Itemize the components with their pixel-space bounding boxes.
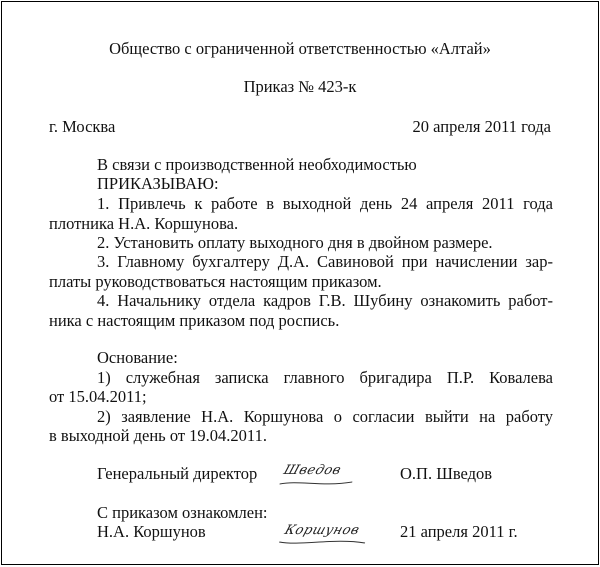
organization-name: Общество с ограниченной ответственностью «Алтай»	[109, 39, 491, 58]
item-3-line-2: платы руководствоваться настоящим приказом.	[49, 272, 382, 291]
order-title: Приказ № 423-к	[243, 77, 357, 96]
basis-2-line-2: в выходной день от 19.04.2011.	[49, 426, 267, 445]
item-4-line-2: ника с настоящим приказом под роспись.	[49, 311, 340, 330]
basis-2-line-1: 2) заявление Н.А. Коршунова о согласии выйти на работу	[97, 407, 553, 426]
acknowledgement-date: 21 апреля 2011 г.	[400, 522, 518, 541]
basis-label: Основание:	[97, 348, 178, 367]
acknowledgement-label: С приказом ознакомлен:	[97, 503, 268, 522]
employee-signature-text: Коршунов	[282, 523, 362, 538]
director-signature-text: Шведов	[281, 463, 344, 478]
signature-flourish-icon	[276, 537, 369, 547]
item-1-line-2: плотника Н.А. Коршунова.	[49, 214, 239, 233]
director-handwritten-signature	[282, 463, 344, 478]
order-date: 20 апреля 2011 года	[412, 117, 551, 136]
basis-1-line-2: от 15.04.2011;	[49, 387, 147, 406]
item-2-line-1: 2. Установить оплату выходного дня в двойном размере.	[97, 233, 493, 252]
basis-1-line-1: 1) служебная записка главного бригадира П.Р. Ковалева	[97, 368, 553, 387]
item-1-line-1: 1. Привлечь к работе в выходной день 24 апреля 2011 года	[97, 194, 553, 213]
item-3-line-1: 3. Главному бухгалтеру Д.А. Савиновой при начислении зар-	[97, 252, 553, 271]
acknowledged-employee-name: Н.А. Коршунов	[97, 522, 206, 541]
signature-flourish-icon	[276, 478, 355, 488]
order-document	[1, 1, 599, 565]
order-word: ПРИКАЗЫВАЮ:	[97, 174, 219, 193]
item-4-line-1: 4. Начальнику отдела кадров Г.В. Шубину ознакомить работ-	[97, 291, 553, 310]
signer-name: О.П. Шведов	[400, 464, 493, 483]
preamble: В связи с производственной необходимостью	[97, 155, 417, 174]
employee-handwritten-signature	[283, 523, 362, 538]
city: г. Москва	[49, 117, 116, 136]
signer-position: Генеральный директор	[97, 464, 258, 483]
